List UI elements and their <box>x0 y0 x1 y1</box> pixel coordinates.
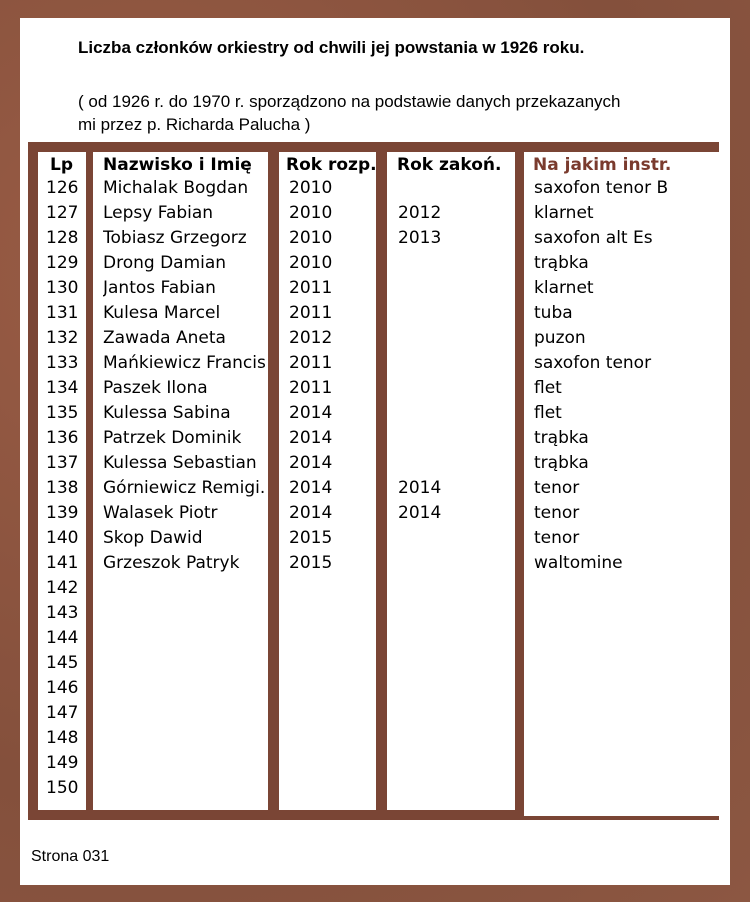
row-lp: 127 <box>46 203 79 223</box>
row-start-year: 2010 <box>289 228 333 248</box>
table-row <box>0 303 750 328</box>
row-lp: 128 <box>46 228 79 248</box>
row-name: Tobiasz Grzegorz <box>103 228 247 248</box>
table-row <box>0 703 750 728</box>
row-lp: 142 <box>46 578 79 598</box>
subtitle-line-2: mi przez p. Richarda Palucha ) <box>78 115 311 134</box>
subtitle-line-1: ( od 1926 r. do 1970 r. sporządzono na podstawie danych przekazanych <box>78 92 621 111</box>
row-lp: 141 <box>46 553 79 573</box>
row-start-year: 2015 <box>289 528 333 548</box>
row-instrument: tuba <box>534 303 573 323</box>
row-name: Lepsy Fabian <box>103 203 214 223</box>
row-start-year: 2014 <box>289 403 333 423</box>
row-lp: 145 <box>46 653 79 673</box>
row-name: Górniewicz Remigi. <box>103 478 266 498</box>
row-name: Skop Dawid <box>103 528 203 548</box>
row-start-year: 2014 <box>289 503 333 523</box>
row-instrument: klarnet <box>534 278 594 298</box>
header-end-year: Rok zakoń. <box>397 155 502 175</box>
row-lp: 143 <box>46 603 79 623</box>
row-lp: 147 <box>46 703 79 723</box>
table-row <box>0 278 750 303</box>
table-row <box>0 678 750 703</box>
row-start-year: 2011 <box>289 278 333 298</box>
row-lp: 138 <box>46 478 79 498</box>
row-instrument: waltomine <box>534 553 623 573</box>
row-lp: 139 <box>46 503 79 523</box>
row-instrument: tenor <box>534 503 580 523</box>
row-instrument: saxofon tenor <box>534 353 652 373</box>
table-row <box>0 503 750 528</box>
table-row <box>0 628 750 653</box>
row-name: Michalak Bogdan <box>103 178 249 198</box>
row-name: Paszek Ilona <box>103 378 208 398</box>
row-lp: 135 <box>46 403 79 423</box>
row-name: Kulesa Marcel <box>103 303 221 323</box>
table-row <box>0 753 750 778</box>
row-lp: 140 <box>46 528 79 548</box>
table-row <box>0 353 750 378</box>
row-name: Mańkiewicz Francis <box>103 353 266 373</box>
row-start-year: 2010 <box>289 203 333 223</box>
row-instrument: trąbka <box>534 253 589 273</box>
document-subtitle <box>78 90 718 136</box>
row-lp: 134 <box>46 378 79 398</box>
row-lp: 132 <box>46 328 79 348</box>
row-instrument: saxofon alt Es <box>534 228 653 248</box>
table-row <box>0 178 750 203</box>
row-name: Jantos Fabian <box>103 278 216 298</box>
row-name: Kulessa Sebastian <box>103 453 257 473</box>
row-lp: 148 <box>46 728 79 748</box>
row-name: Walasek Piotr <box>103 503 218 523</box>
row-lp: 150 <box>46 778 79 798</box>
row-lp: 149 <box>46 753 79 773</box>
row-start-year: 2010 <box>289 253 333 273</box>
row-name: Patrzek Dominik <box>103 428 242 448</box>
row-start-year: 2014 <box>289 428 333 448</box>
table-row <box>0 553 750 578</box>
row-instrument: flet <box>534 378 562 398</box>
row-start-year: 2014 <box>289 453 333 473</box>
header-name: Nazwisko i Imię <box>103 155 252 175</box>
row-start-year: 2011 <box>289 353 333 373</box>
table-row <box>0 328 750 353</box>
row-instrument: klarnet <box>534 203 594 223</box>
row-lp: 133 <box>46 353 79 373</box>
table-row <box>0 253 750 278</box>
header-lp: Lp <box>50 155 74 175</box>
header-start-year: Rok rozp. <box>286 155 377 175</box>
table-row <box>0 378 750 403</box>
row-lp: 130 <box>46 278 79 298</box>
row-end-year: 2014 <box>398 503 442 523</box>
row-lp: 126 <box>46 178 79 198</box>
row-start-year: 2014 <box>289 478 333 498</box>
row-lp: 144 <box>46 628 79 648</box>
table-row <box>0 578 750 603</box>
row-name: Drong Damian <box>103 253 227 273</box>
table-row <box>0 403 750 428</box>
table-row <box>0 203 750 228</box>
row-instrument: trąbka <box>534 453 589 473</box>
row-lp: 131 <box>46 303 79 323</box>
row-end-year: 2013 <box>398 228 442 248</box>
row-instrument: tenor <box>534 528 580 548</box>
header-instrument: Na jakim instr. <box>533 155 672 175</box>
row-end-year: 2014 <box>398 478 442 498</box>
page-number: Strona 031 <box>31 848 110 865</box>
row-start-year: 2010 <box>289 178 333 198</box>
row-instrument: trąbka <box>534 428 589 448</box>
row-lp: 137 <box>46 453 79 473</box>
table-row <box>0 453 750 478</box>
row-start-year: 2011 <box>289 303 333 323</box>
row-start-year: 2011 <box>289 378 333 398</box>
row-lp: 146 <box>46 678 79 698</box>
row-name: Grzeszok Patryk <box>103 553 240 573</box>
table-row <box>0 528 750 553</box>
document-title: Liczba członków orkiestry od chwili jej powstania w 1926 roku. <box>78 38 585 57</box>
table-row <box>0 228 750 253</box>
row-instrument: puzon <box>534 328 586 348</box>
row-name: Zawada Aneta <box>103 328 226 348</box>
row-start-year: 2012 <box>289 328 333 348</box>
table-row <box>0 428 750 453</box>
row-lp: 129 <box>46 253 79 273</box>
row-instrument: saxofon tenor B <box>534 178 669 198</box>
table-row <box>0 778 750 803</box>
row-start-year: 2015 <box>289 553 333 573</box>
table-row <box>0 653 750 678</box>
row-name: Kulessa Sabina <box>103 403 231 423</box>
row-lp: 136 <box>46 428 79 448</box>
row-end-year: 2012 <box>398 203 442 223</box>
table-row <box>0 603 750 628</box>
table-row <box>0 478 750 503</box>
table-row <box>0 728 750 753</box>
row-instrument: flet <box>534 403 562 423</box>
row-instrument: tenor <box>534 478 580 498</box>
